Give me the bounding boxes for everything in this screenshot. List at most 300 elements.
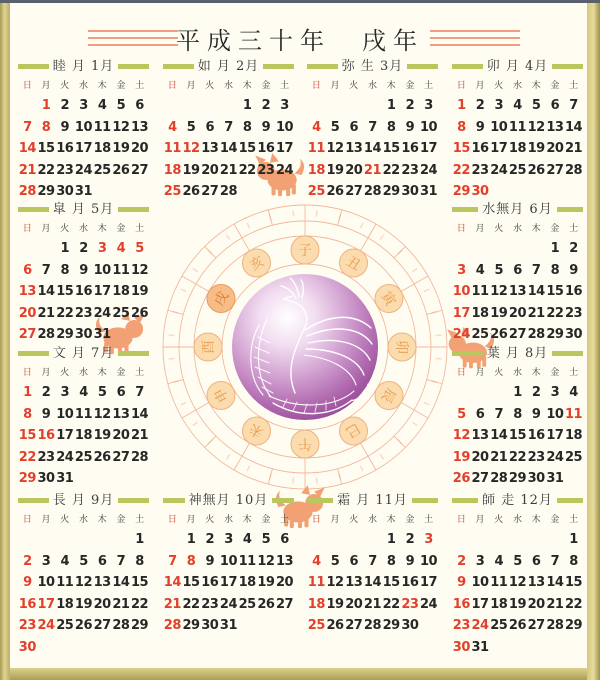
date-cell: 13: [471, 428, 489, 444]
frame-bottom-edge: [0, 668, 600, 680]
month-bar-left: [452, 207, 478, 212]
weekday-header: 火: [494, 368, 504, 378]
date-cell: 23: [401, 596, 419, 612]
date-cell: 25: [307, 184, 325, 200]
date-cell: 29: [565, 618, 583, 634]
weekday-header: 月: [41, 368, 51, 378]
date-cell: 4: [116, 241, 126, 257]
date-cell: 31: [471, 639, 489, 655]
month-bar-right: [557, 498, 583, 503]
weekday-header: 土: [569, 224, 579, 234]
weekday-header: 水: [367, 81, 377, 91]
date-cell: 3: [550, 385, 560, 401]
date-cell: 24: [93, 305, 111, 321]
date-cell: 5: [531, 98, 541, 114]
date-cell: 23: [37, 449, 55, 465]
date-cell: 9: [60, 119, 70, 135]
date-cell: 24: [74, 162, 92, 178]
date-cell: 25: [93, 162, 111, 178]
date-cell: 3: [475, 553, 485, 569]
date-cell: 18: [163, 162, 181, 178]
date-cell: 9: [261, 119, 271, 135]
date-cell: 20: [508, 305, 526, 321]
date-cell: 22: [182, 596, 200, 612]
date-cell: 17: [452, 305, 470, 321]
date-cell: 3: [494, 98, 504, 114]
date-cell: 15: [382, 575, 400, 591]
date-cell: 28: [527, 327, 545, 343]
date-cell: 17: [420, 141, 438, 157]
date-cell: 4: [79, 385, 88, 401]
date-cell: 27: [93, 618, 111, 634]
date-cell: 11: [112, 262, 130, 278]
date-cell: 9: [205, 553, 215, 569]
weekday-header: 水: [223, 81, 233, 91]
date-cell: 6: [475, 406, 485, 422]
date-cell: 21: [546, 596, 564, 612]
weekday-header: 土: [280, 515, 290, 525]
month-bar-right: [118, 207, 149, 212]
date-cell: 25: [471, 327, 489, 343]
date-cell: 16: [471, 141, 489, 157]
date-cell: 8: [242, 119, 252, 135]
weekday-header: 金: [116, 224, 126, 234]
date-cell: 22: [382, 596, 400, 612]
date-cell: 17: [219, 575, 237, 591]
date-cell: 1: [41, 98, 51, 114]
date-cell: 6: [135, 98, 144, 114]
date-cell: 18: [56, 596, 74, 612]
weekday-header: 土: [569, 368, 579, 378]
date-cell: 2: [475, 98, 485, 114]
date-cell: 24: [420, 596, 438, 612]
date-cell: 27: [546, 162, 564, 178]
date-cell: 7: [531, 262, 541, 278]
weekday-header: 水: [78, 515, 88, 525]
date-cell: 28: [219, 184, 237, 200]
date-cell: 19: [452, 449, 470, 465]
date-cell: 25: [56, 618, 74, 634]
weekday-header: 日: [167, 515, 177, 525]
date-cell: 3: [424, 98, 433, 114]
date-cell: 26: [490, 327, 508, 343]
empty-cell: [163, 95, 182, 117]
date-cell: 2: [531, 385, 541, 401]
date-cell: 8: [386, 119, 396, 135]
date-cell: 9: [79, 262, 88, 278]
date-cell: 3: [457, 262, 466, 278]
date-cell: 1: [457, 98, 466, 114]
date-cell: 9: [475, 119, 485, 135]
date-cell: 22: [546, 305, 564, 321]
date-cell: 28: [546, 618, 564, 634]
date-cell: 20: [93, 596, 111, 612]
weekday-header: 金: [405, 515, 415, 525]
empty-cell: [163, 529, 182, 551]
date-cell: 4: [97, 98, 107, 114]
date-cell: 30: [74, 327, 92, 343]
date-cell: 24: [490, 162, 508, 178]
month-header-label: 神無月 10月: [188, 493, 269, 508]
date-cell: 28: [112, 618, 130, 634]
date-cell: 21: [18, 162, 36, 178]
date-cell: 16: [452, 596, 470, 612]
weekday-header: 火: [494, 515, 504, 525]
date-cell: 18: [490, 596, 508, 612]
month-march: [307, 60, 438, 203]
date-cell: 19: [508, 596, 526, 612]
date-cell: 18: [565, 428, 583, 444]
date-cell: 4: [513, 98, 522, 114]
empty-cell: [344, 529, 363, 551]
date-cell: 3: [97, 241, 107, 257]
date-cell: 18: [307, 162, 325, 178]
month-bar-left: [18, 64, 49, 69]
weekday-header: 水: [223, 515, 233, 525]
date-cell: 5: [330, 119, 340, 135]
weekday-header: 水: [512, 368, 522, 378]
date-cell: 15: [452, 141, 470, 157]
date-cell: 20: [345, 162, 363, 178]
date-cell: 11: [471, 284, 489, 300]
date-cell: 8: [23, 406, 32, 422]
date-cell: 27: [18, 327, 36, 343]
date-cell: 11: [93, 119, 111, 135]
date-cell: 18: [93, 141, 111, 157]
weekday-header: 火: [60, 81, 70, 91]
weekday-header: 月: [41, 224, 51, 234]
date-cell: 21: [527, 305, 545, 321]
date-cell: 22: [238, 162, 256, 178]
date-cell: 26: [74, 618, 92, 634]
weekday-header: 火: [494, 81, 504, 91]
date-cell: 11: [307, 575, 325, 591]
date-cell: 24: [37, 618, 55, 634]
empty-cell: [527, 529, 546, 551]
date-cell: 24: [56, 449, 74, 465]
weekday-header: 月: [475, 515, 485, 525]
date-cell: 27: [131, 162, 149, 178]
date-cell: 26: [112, 162, 130, 178]
date-cell: 30: [452, 639, 470, 655]
empty-cell: [489, 529, 508, 551]
date-cell: 24: [471, 618, 489, 634]
weekday-header: 火: [494, 224, 504, 234]
date-cell: 2: [41, 385, 51, 401]
empty-cell: [527, 238, 546, 260]
date-cell: 22: [37, 162, 55, 178]
date-cell: 1: [23, 385, 32, 401]
date-cell: 18: [307, 596, 325, 612]
date-cell: 21: [565, 141, 583, 157]
date-cell: 18: [471, 305, 489, 321]
date-cell: 9: [23, 575, 32, 591]
date-cell: 21: [219, 162, 237, 178]
date-cell: 30: [56, 184, 74, 200]
weekday-header: 日: [22, 515, 32, 525]
date-cell: 4: [569, 385, 578, 401]
date-cell: 26: [257, 596, 275, 612]
month-header-label: 葉 月 8月: [486, 346, 549, 361]
date-cell: 11: [56, 575, 74, 591]
date-cell: 4: [242, 532, 252, 548]
date-cell: 11: [565, 406, 583, 422]
weekday-header: 火: [205, 81, 215, 91]
date-cell: 5: [457, 406, 466, 422]
date-cell: 29: [56, 327, 74, 343]
date-cell: 29: [382, 618, 400, 634]
weekday-header: 日: [456, 515, 466, 525]
date-cell: 10: [37, 575, 55, 591]
date-cell: 17: [93, 284, 111, 300]
date-cell: 7: [368, 553, 377, 569]
empty-cell: [112, 529, 131, 551]
date-cell: 2: [261, 98, 271, 114]
date-cell: 30: [471, 184, 489, 200]
empty-cell: [18, 529, 37, 551]
month-bar-right: [407, 64, 438, 69]
date-cell: 20: [201, 162, 219, 178]
date-cell: 25: [490, 618, 508, 634]
date-cell: 19: [527, 141, 545, 157]
weekday-header: 火: [60, 368, 70, 378]
month-february: [163, 60, 294, 203]
weekday-header: 水: [78, 368, 88, 378]
date-cell: 16: [201, 575, 219, 591]
date-cell: 2: [79, 241, 88, 257]
weekday-header: 木: [242, 81, 252, 91]
date-cell: 20: [527, 596, 545, 612]
date-cell: 23: [56, 162, 74, 178]
weekday-header: 金: [405, 81, 415, 91]
date-cell: 5: [513, 553, 522, 569]
date-cell: 7: [135, 385, 144, 401]
date-cell: 15: [18, 428, 36, 444]
month-bar-left: [18, 498, 49, 503]
date-cell: 7: [494, 406, 504, 422]
date-cell: 10: [276, 119, 294, 135]
date-cell: 30: [527, 471, 545, 487]
weekday-header: 木: [386, 515, 396, 525]
date-cell: 17: [56, 428, 74, 444]
weekday-header: 土: [135, 368, 145, 378]
date-cell: 1: [60, 241, 70, 257]
date-cell: 15: [508, 428, 526, 444]
date-cell: 5: [116, 98, 126, 114]
empty-cell: [74, 529, 93, 551]
month-bar-left: [163, 64, 194, 69]
date-cell: 5: [186, 119, 196, 135]
date-cell: 30: [201, 618, 219, 634]
empty-cell: [452, 382, 471, 404]
empty-cell: [307, 95, 326, 117]
weekday-header: 水: [512, 81, 522, 91]
month-header-label: 卯 月 4月: [486, 59, 549, 74]
date-cell: 4: [312, 553, 321, 569]
weekday-header: 水: [512, 515, 522, 525]
date-cell: 13: [201, 141, 219, 157]
date-cell: 17: [490, 141, 508, 157]
weekday-header: 木: [97, 368, 107, 378]
date-cell: 29: [508, 471, 526, 487]
date-cell: 23: [74, 305, 92, 321]
weekday-header: 金: [116, 515, 126, 525]
weekday-header: 金: [261, 81, 271, 91]
zodiac-medallion: [155, 197, 455, 497]
date-cell: 15: [546, 284, 564, 300]
date-cell: 13: [546, 119, 564, 135]
date-cell: 21: [131, 428, 149, 444]
weekday-header: 土: [569, 515, 579, 525]
month-august: [452, 347, 583, 490]
weekday-header: 金: [116, 368, 126, 378]
empty-cell: [363, 95, 382, 117]
date-cell: 28: [131, 449, 149, 465]
date-cell: 18: [74, 428, 92, 444]
date-cell: 16: [74, 284, 92, 300]
month-july: [18, 347, 149, 490]
date-cell: 23: [18, 618, 36, 634]
weekday-header: 火: [60, 515, 70, 525]
date-cell: 2: [23, 553, 32, 569]
date-cell: 12: [490, 284, 508, 300]
date-cell: 7: [41, 262, 51, 278]
date-cell: 2: [60, 98, 70, 114]
weekday-header: 土: [135, 224, 145, 234]
date-cell: 8: [457, 119, 466, 135]
date-cell: 21: [112, 596, 130, 612]
date-cell: 18: [112, 284, 130, 300]
empty-cell: [326, 95, 345, 117]
empty-cell: [55, 529, 74, 551]
month-header-label: 睦 月 1月: [52, 59, 115, 74]
date-cell: 2: [405, 532, 415, 548]
weekday-header: 火: [349, 81, 359, 91]
date-cell: 6: [550, 98, 560, 114]
empty-cell: [37, 529, 56, 551]
date-cell: 15: [131, 575, 149, 591]
date-cell: 8: [60, 262, 70, 278]
date-cell: 12: [112, 119, 130, 135]
date-cell: 15: [238, 141, 256, 157]
date-cell: 27: [112, 449, 130, 465]
date-cell: 24: [276, 162, 294, 178]
date-cell: 4: [475, 262, 485, 278]
month-bar-left: [452, 498, 478, 503]
date-cell: 29: [382, 184, 400, 200]
weekday-header: 木: [531, 368, 541, 378]
date-cell: 29: [18, 471, 36, 487]
date-cell: 25: [508, 162, 526, 178]
empty-cell: [471, 382, 490, 404]
date-cell: 27: [345, 184, 363, 200]
date-cell: 6: [531, 553, 541, 569]
date-cell: 23: [527, 449, 545, 465]
date-cell: 11: [508, 119, 526, 135]
date-cell: 10: [420, 119, 438, 135]
empty-cell: [471, 238, 490, 260]
date-cell: 26: [326, 184, 344, 200]
page-title: 平成三十年 戌年: [176, 27, 424, 55]
month-bar-left: [452, 64, 483, 69]
month-bar-left: [307, 64, 338, 69]
month-bar-left: [163, 498, 185, 503]
date-cell: 20: [131, 141, 149, 157]
date-cell: 7: [224, 119, 233, 135]
date-cell: 19: [93, 428, 111, 444]
date-cell: 15: [565, 575, 583, 591]
weekday-header: 水: [78, 224, 88, 234]
zodiac-branch-character: 戌: [211, 288, 233, 310]
month-bar-right: [557, 207, 583, 212]
date-cell: 24: [546, 449, 564, 465]
month-bar-right: [118, 64, 149, 69]
date-cell: 25: [163, 184, 181, 200]
date-cell: 24: [452, 327, 470, 343]
date-cell: 20: [276, 575, 294, 591]
date-cell: 28: [490, 471, 508, 487]
date-cell: 9: [531, 406, 541, 422]
date-cell: 16: [401, 141, 419, 157]
weekday-header: 金: [550, 81, 560, 91]
empty-cell: [363, 529, 382, 551]
date-cell: 15: [56, 284, 74, 300]
date-cell: 8: [569, 553, 578, 569]
date-cell: 9: [569, 262, 578, 278]
weekday-header: 木: [97, 81, 107, 91]
weekday-header: 月: [186, 81, 196, 91]
date-cell: 14: [112, 575, 130, 591]
date-cell: 19: [326, 596, 344, 612]
date-cell: 1: [569, 532, 578, 548]
month-may: [18, 203, 149, 346]
date-cell: 27: [508, 327, 526, 343]
date-cell: 21: [363, 162, 381, 178]
date-cell: 8: [41, 119, 51, 135]
weekday-header: 日: [311, 81, 321, 91]
date-cell: 12: [326, 141, 344, 157]
date-cell: 26: [182, 184, 200, 200]
month-header-label: 如 月 2月: [197, 59, 260, 74]
month-header-label: 文 月 7月: [52, 346, 115, 361]
month-november: [307, 494, 438, 637]
date-cell: 24: [420, 162, 438, 178]
date-cell: 25: [238, 596, 256, 612]
date-cell: 17: [74, 141, 92, 157]
date-cell: 27: [201, 184, 219, 200]
date-cell: 20: [546, 141, 564, 157]
date-cell: 28: [37, 327, 55, 343]
date-cell: 26: [131, 305, 149, 321]
date-cell: 6: [513, 262, 522, 278]
date-cell: 6: [349, 119, 359, 135]
date-cell: 22: [56, 305, 74, 321]
date-cell: 25: [307, 618, 325, 634]
date-cell: 7: [569, 98, 578, 114]
date-cell: 19: [131, 284, 149, 300]
weekday-header: 日: [311, 515, 321, 525]
date-cell: 26: [508, 618, 526, 634]
date-cell: 30: [565, 327, 583, 343]
weekday-header: 月: [475, 368, 485, 378]
empty-cell: [489, 382, 508, 404]
date-cell: 3: [60, 385, 70, 401]
zodiac-branch-character: 卯: [393, 340, 409, 354]
date-cell: 28: [18, 184, 36, 200]
empty-cell: [307, 529, 326, 551]
date-cell: 2: [205, 532, 215, 548]
date-cell: 3: [79, 98, 88, 114]
